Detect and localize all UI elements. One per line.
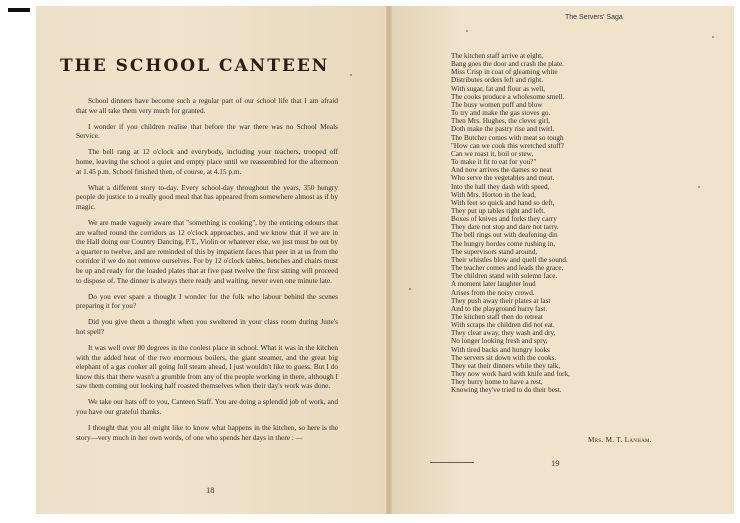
poem-line: Arises from the noisy crowd. [451, 288, 535, 297]
poem-line: Can we roast it, boil or stew, [451, 149, 534, 158]
poem-line: They push away their plates at last [451, 296, 551, 305]
poem-line: The Butcher comes with meat so tough [451, 133, 564, 142]
poem-line: The kitchen staff then do retreat [451, 313, 543, 321]
poem-line: The children stand with solemn face. [451, 272, 558, 281]
article-paragraph: Do you ever spare a thought I wonder for the folk who labour behind the scenes preparing it for you? [76, 291, 338, 311]
article-paragraph: I thought that you all might like to know what happens in the kitchen, so here is the story—very much in her own words, of one who spends her days in there : — [76, 423, 338, 442]
poem-line: Distributes orders left and right. [451, 76, 544, 85]
poem-line: With feet so quick and hand so deft, [451, 198, 555, 207]
poem-line: They hurry home to have a rest, [451, 378, 543, 387]
poem-line: And now arrives the dames so neat [451, 166, 552, 175]
poem-line: To try and make the gas stoves go. [451, 109, 551, 118]
article-paragraph: It was well over 80 degrees in the coolest place in school. What it was in the kitchen with the added heat of the two enormous boilers, the giant steamer, and the great big elephant of a gas cooker all going full steam ahead, I just wouldn't like to guess. But I do know this that there wasn't a grumble from any of the people working in there, although I saw them coming out looking half roasted themselves when their day's work was done. [76, 342, 338, 391]
poem-line: The supervisors stand around, [451, 247, 538, 256]
article-paragraph: What a different story to-day. Every school-day throughout the years, 350 hungry people do justice to a really good meal that has appeared from somewhere almost as if by magic. [76, 182, 338, 211]
article-paragraph: We are made vaguely aware that "something is cooking", by the enticing odours that are wafted round the corridors as 12 o'clock approaches, and we know that if we are in the Hall doing our Country Dancing, P.T., Violin or whatever else, we just must be out by a quarter to twelve, and are reminded of this by impatient faces that peer in at us from the corridor if we do not remove ourselves. For by 12 o'clock tables, benches and chairs must be up and ready for the loaded plates that at five past twelve the first sitting will proceed to dispose of. The dinner is always there ready and waiting, never even one minute late. [76, 217, 338, 285]
poem-line: Bang goes the door and crash the plate. [451, 60, 564, 69]
poem-signature: Mrs. M. T. Lanham. [588, 436, 652, 444]
poem-line: The teacher comes and leads the grace, [451, 264, 564, 273]
scan-tab-mark [8, 8, 30, 12]
poem-line: Miss Crisp in coat of gleaming white [451, 68, 558, 77]
page-number-right: 19 [551, 458, 560, 468]
poem-line: Their whistles blow and quell the sound. [451, 255, 568, 264]
poem-line: A moment later laughter loud [451, 280, 536, 289]
footer-rule [430, 462, 474, 463]
poem-line: With sugar, fat and flour as well, [451, 84, 546, 93]
poem-line: Boxes of knives and forks they carry [451, 215, 557, 224]
article-paragraph: School dinners have become such a regular part of our school life that I am afraid that we all take them very much for granted. [76, 96, 338, 115]
article-paragraph: Did you give them a thought when you sweltered in your class room during June's hot spell? [76, 317, 338, 336]
poem-line: With tired backs and hungry looks [451, 345, 550, 354]
poem-line: And to the playground hurry fast. [451, 304, 548, 313]
paper-speck [712, 36, 714, 38]
poem-line: They dare not stop and dare not tarry. [451, 223, 559, 232]
poem-line: They now work hard with knife and fork, [451, 370, 570, 379]
article-body [76, 96, 338, 449]
poem-line: With scraps the children did not eat. [451, 321, 555, 330]
poem-line: The busy women puff and blow [451, 100, 543, 109]
article-title: THE SCHOOL CANTEEN [60, 56, 330, 76]
poem-line: The servers sit down with the cooks. [451, 353, 557, 362]
article-paragraph: We take our hats off to you, Canteen Staff. You are doing a splendid job of work, and you have our grateful thanks. [76, 397, 338, 417]
page-number-left: 18 [206, 485, 215, 495]
paper-speck [466, 30, 468, 32]
poem-line: They eat their dinners while they talk, [451, 361, 561, 370]
article-paragraph: I wonder if you children realise that before the war there was no School Meals Service. [76, 121, 338, 141]
poem [451, 52, 701, 395]
poem-line: Into the hall they dash with speed, [451, 182, 550, 191]
paper-speck [409, 288, 411, 290]
poem-line: "How can we cook this wretched stuff? [451, 141, 564, 150]
paper-speck [350, 74, 352, 76]
poem-line: Doth make the pastry rise and twirl. [451, 125, 555, 134]
poem-line: Then Mrs. Hughes, the clever girl, [451, 117, 551, 126]
scan-edge [0, 8, 8, 513]
poem-line: The kitchen staff arrive at eight, [451, 52, 544, 60]
running-head: The Servers' Saga [565, 14, 623, 21]
poem-line: With Mrs. Horton in the lead, [451, 190, 536, 199]
poem-line: To make it fit to eat for you?" [451, 158, 537, 167]
poem-line: Who serve the vegetables and meat. [451, 174, 555, 183]
poem-line: They put up tables right and left. [451, 206, 546, 215]
poem-line: They clear away, they wash and dry, [451, 329, 556, 338]
poem-line: Knowing they've tried to do their best. [451, 386, 562, 395]
article-paragraph: The bell rang at 12 o'clock and everybody, including your teachers, trooped off home, leaving the school a quiet and empty place until we reassembled for the afternoon at 1.45 p.m. School finished then, of course, at 4.15 p.m. [76, 147, 338, 176]
poem-line: The cooks produce a wholesome smell. [451, 92, 565, 101]
poem-line: No longer looking fresh and spry, [451, 337, 548, 346]
paper-speck [698, 186, 700, 188]
poem-line: The bell rings out with deafening din [451, 231, 558, 240]
poem-line: The hungry hordes come rushing in, [451, 239, 556, 248]
